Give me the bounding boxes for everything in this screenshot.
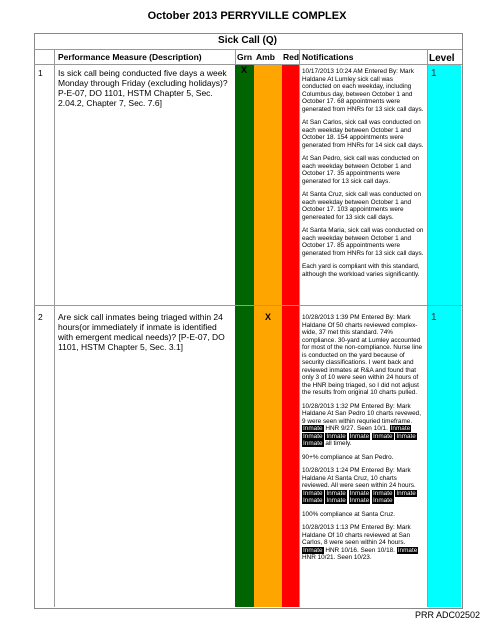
page-title: October 2013 PERRYVILLE COMPLEX [147,10,347,22]
amber-column [254,65,282,607]
section-title: Sick Call (Q) [218,35,277,46]
header-red: Red [283,52,300,62]
red-column [282,65,299,607]
notifications [302,314,424,568]
level-column [428,65,461,607]
rating-mark: X [265,312,272,322]
note-entry: 10/28/2013 1:39 PM Entered By: Mark Haldane Of 50 charts reviewed complex-wide, 37 met this standard. 74% compliance. 30-yard at Lumley accounted for most of the non-compliance. Nurse line is conducted on the yard because of security classifications. I went back and reviewed inmates at R&A and found that only 3 of 10 were seen within 24 hours of the HNR being triaged, so I did not adjust the results from original 10 charts pulled. [302,314,423,396]
divider [54,49,55,607]
page-footer: PRR ADC02502 [414,610,480,620]
note-entry: 10/17/2013 10:24 AM Entered By: Mark Haldane At Lumley sick call was conducted on each weekday, including Columbus day, between October 1 and October 17. 68 appointments were generated from HNRs for 13 sick call days. [302,68,424,113]
measure-text: Are sick call inmates being triaged within 24 hours(or immediately if inmate is identified with emergent medical needs)? [P-E-07, DO 1101, HSTM Chapter 5, Sec. 3.1] [58,312,225,352]
header-measure: Performance Measure (Description) [58,52,202,62]
row-divider [34,305,462,306]
divider [299,49,300,607]
notifications [302,68,424,284]
level-value: 1 [431,68,437,79]
note-entry: 10/28/2013 1:24 PM Entered By: Mark Haldane At Santa Cruz, 10 charts reviewed. All were seen within 24 hours. Inmate Inmate Inmate Inmate Inmate Inmate Inmate Inmate Inmate [302,467,416,504]
note-entry: 100% compliance at Santa Cruz. [302,510,396,518]
note-entry: Each yard is compliant with this standard, although the workload varies significantly. [302,263,420,278]
measure-text: Is sick call being conducted five days a week Monday through Friday (excluding holidays)? P-E-07, DO 1101, HSTM Chapter 5, Sec. 2.04.2, Chapter 7, Sec. 7.6] [58,68,228,108]
level-value: 1 [431,312,437,323]
note-entry: 10/28/2013 1:32 PM Entered By: Mark Haldane At San Pedro 10 charts revewed, 9 were seen within requried timeframe. Inmate HNR 9/27. Seen 10/1. Inmate Inmate Inmate Inmate Inmate Inmate Inmate all timely. [302,402,422,447]
row-number: 1 [38,68,43,78]
header-grn: Grn [237,52,253,62]
note-entry: At Santa Maria, sick call was conducted on each weekday between October 1 and October 17. 85 appointments were generated from HNRs for 13 sick call days. [302,227,424,257]
header-amb: Amb [256,52,275,62]
header-notes: Notifications [302,52,354,62]
rating-mark: X [241,65,248,75]
note-entry: 10/28/2013 1:13 PM Entered By: Mark Haldane Of 10 charts reviewed at San Carlos, 8 were seen within 24 hours. Inmate HNR 10/16. Seen 10/18. Inmate HNR 10/21. Seen 10/23. [302,524,418,561]
note-entry: At Santa Cruz, sick call was conducted on each weekday between October 1 and October 17. 103 appointments were genereated for 13 sick call days. [302,191,421,221]
row-number: 2 [38,312,43,322]
note-entry: At San Carlos, sick call was conducted on each weekday between October 1 and October 18. 154 appointments were generated from HNRs for 14 sick call days. [302,119,424,149]
header-level: Level [429,53,455,64]
redaction: Inmate [303,425,323,432]
note-entry: At San Pedro, sick call was conducted on each weekday between October 1 and October 17. 35 appointments were generated for 13 sick call days. [302,155,420,185]
note-entry: 90+% compliance at San Pedro. [302,453,394,461]
green-column [235,65,254,607]
